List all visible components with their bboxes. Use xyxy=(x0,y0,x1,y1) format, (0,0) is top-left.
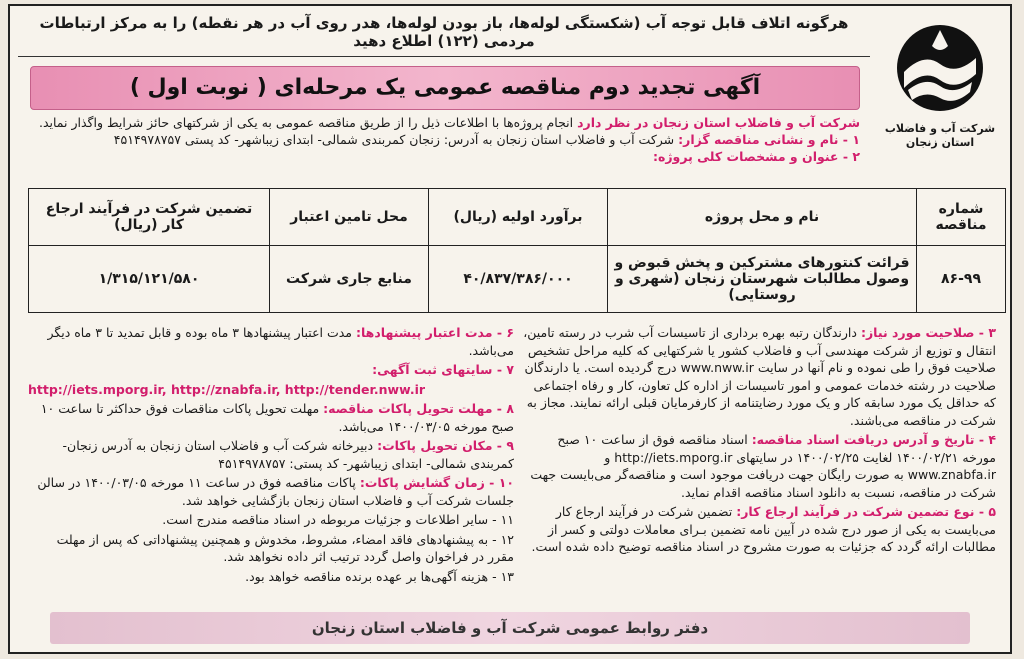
conditions-left-column xyxy=(28,324,514,587)
header-guarantee: تضمین شرکت در فرآیند ارجاع کار (ریال) xyxy=(29,189,270,246)
company-logo xyxy=(878,22,1002,172)
logo-caption-line2: استان زنجان xyxy=(905,136,975,149)
section-invalid-bids: ۱۲ - به پیشنهادهای فاقد امضاء، مشروط، مخدوش و همچنین پیشنهاداتی که پس از مهلت مقرر در فراخوان واصل گردد ترتیب اثر داده نخواهد شد. xyxy=(56,531,514,564)
cell-tender-number: ۸۶-۹۹ xyxy=(917,246,1006,313)
item1-label: ۱ - نام و نشانی مناقصه گزار: xyxy=(678,132,860,147)
public-relations-footer: دفتر روابط عمومی شرکت آب و فاضلاب استان زنجان xyxy=(50,612,970,644)
header-estimate: برآورد اولیه (ریال) xyxy=(429,189,608,246)
section-guarantee-type: ۵ - نوع تضمین شرکت در فرآیند ارجاع کار: تضمین شرکت در فرآیند ارجاع کار می‌بایست به یکی از صور درج شده در آیین نامه تضمین بـرای معاملات دولتی و کسر از مطالبات ارائه گردد که جزئیات به صورت مشروح در اسناد مناقصه توضیح داده شده است. xyxy=(531,504,996,554)
section-documents: ۴ - تاریخ و آدرس دریافت اسناد مناقصه: اسناد مناقصه فوق از ساعت ۱۰ صبح مورخه ۱۴۰۰/۰۲/۲۱ لغایت ۱۴۰۰/۰۲/۲۵ در سایتهای http://iets.mporg.ir و www.znabfa.ir به صورت رایگان جهت دریافت موجود است و مناقصه‌گر می‌بایست جهت شرکت در مناقصه، نسبت به دانلود اسناد مناقصه اقدام نماید. xyxy=(530,432,996,500)
section-ad-cost: ۱۳ - هزینه آگهی‌ها بر عهده برنده مناقصه خواهد بود. xyxy=(245,568,514,584)
section-deadline: ۸ - مهلت تحویل پاکات مناقصه: مهلت تحویل پاکات مناقصات فوق حداکثر تا ساعت ۱۰ صبح مورخه ۱۴۰۰/۰۳/۰۵ می‌باشد. xyxy=(40,401,514,434)
water-drop-logo-icon xyxy=(894,22,986,114)
table-header-row xyxy=(29,189,1006,246)
cell-project: قرائت کنتورهای مشترکین و پخش قبوض و وصول مطالبات شهرستان زنجان (شهری و روستایی) xyxy=(608,246,917,313)
cell-guarantee: ۱/۳۱۵/۱۲۱/۵۸۰ xyxy=(29,246,270,313)
table-row xyxy=(29,246,1006,313)
header-tender-number: شماره مناقصه xyxy=(917,189,1006,246)
section-qualification: ۳ - صلاحیت مورد نیاز: دارندگان رتبه بهره برداری از تاسیسات آب شرب در رسته تامین، انتقال و توزیع از شرکت مهندسی آب و فاضلاب کشور یا شرکتهایی که کلیه مراحل تشخیص صلاحیت فوق را طی نموده و نام آنها در سایت www.nww.ir درج گردیده است. یا دارندگان صلاحیت در رشته خدمات عمومی و امور تاسیسات از اداره کل تعاون، کار و رفاه اجتماعی که حداقل یک مورد سابقه کار و یک مورد رضایتنامه از کارفرمایان قبلی ارائه نمایند. مجاز به شرکت در مناقصه می‌باشند. xyxy=(523,325,996,428)
section-validity: ۶ - مدت اعتبار پیشنهادها: مدت اعتبار پیشنهادها ۳ ماه بوده و قابل تمدید تا ۳ ماه دیگر می‌باشد. xyxy=(47,325,514,358)
section-opening-time: ۱۰ - زمان گشایش پاکات: پاکات مناقصه فوق در ساعت ۱۱ مورخه ۱۴۰۰/۰۳/۰۵ در سالن جلسات شرکت آب و فاضلاب استان زنجان بازگشایی خواهد شد. xyxy=(37,475,514,508)
header-project: نام و محل پروژه xyxy=(608,189,917,246)
cell-estimate: ۴۰/۸۳۷/۳۸۶/۰۰۰ xyxy=(429,246,608,313)
section-other-info: ۱۱ - سایر اطلاعات و جزئیات مربوطه در اسناد مناقصه مندرج است. xyxy=(162,512,514,527)
tender-headline: آگهی تجدید دوم مناقصه عمومی یک مرحله‌ای ( نوبت اول ) xyxy=(30,66,860,110)
intro-company: شرکت آب و فاضلاب استان زنجان در نظر دارد xyxy=(577,115,860,130)
section-sites: ۷ - سایتهای ثبت آگهی: xyxy=(372,362,514,377)
newspaper-ad xyxy=(8,4,1012,654)
header-funding: محل تامین اعتبار xyxy=(270,189,429,246)
cell-funding: منابع جاری شرکت xyxy=(270,246,429,313)
tender-table xyxy=(28,188,1006,313)
water-loss-notice: هرگونه اتلاف قابل توجه آب (شکستگی لوله‌ها، باز بودن لوله‌ها، هدر روی آب در هر نقطه) را به مرکز ارتباطات مردمی (۱۲۲) اطلاع دهید xyxy=(18,12,870,57)
section-delivery-place: ۹ - مکان تحویل پاکات: دبیرخانه شرکت آب و فاضلاب استان زنجان به آدرس زنجان- کمربندی شمالی- ابتدای زیباشهر- کد پستی: ۴۵۱۴۹۷۸۷۵۷ xyxy=(62,438,514,471)
logo-caption-line1: شرکت آب و فاضلاب xyxy=(884,122,996,135)
section-sites-urls: http://iets.mporg.ir, http://znabfa.ir, http://tender.nww.ir xyxy=(28,381,426,397)
intro-text: انجام پروژه‌ها با اطلاعات ذیل را از طریق مناقصه عمومی به یکی از شرکتهای حائز شرایط واگذار نماید. xyxy=(38,115,574,130)
item2-label: ۲ - عنوان و مشخصات کلی پروژه: xyxy=(652,149,860,164)
item1-text: شرکت آب و فاضلاب استان زنجان به آدرس: زنجان کمربندی شمالی- ابتدای زیباشهر- کد پستی ۴۵۱۴۹۷۸۷۵۷ xyxy=(113,132,675,147)
conditions-right-column xyxy=(520,324,996,558)
intro-block xyxy=(24,114,860,165)
